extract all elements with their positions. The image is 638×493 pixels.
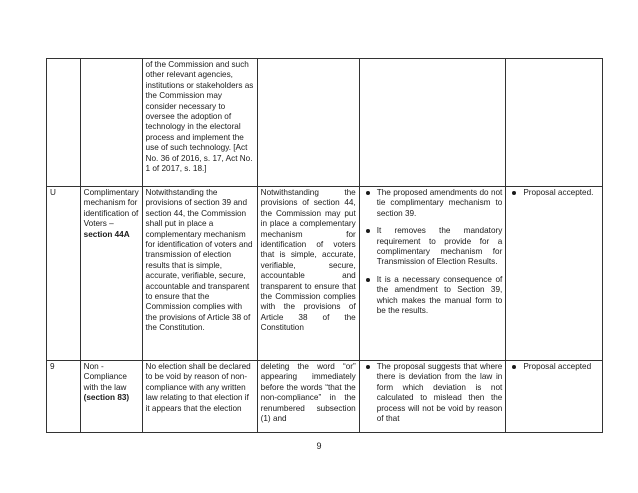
comment-item: It is a necessary consequence of the amendment to Section 39, which makes the manual form to be the results. [376, 274, 503, 316]
comments-cell [359, 361, 506, 433]
decision-cell [506, 361, 603, 433]
comments-cell [359, 187, 506, 361]
provision-title: Non - Compliance with the law [83, 362, 127, 392]
proposed-text-cell: deleting the word “or” appearing immediately before the words “that the non-compliance” in the renumbered subsection (1) and [257, 361, 359, 433]
current-text-cell: No election shall be declared to be void by reason of non-compliance with any written law relating to that election if it appears that the election [142, 361, 257, 433]
decision-item: Proposal accepted [523, 362, 599, 372]
table-row [47, 59, 603, 187]
proposed-text-cell: Notwithstanding the provisions of section 44, the Commission may put in place a complementary mechanism for identification of voters that is simple, accurate, verifiable, secure, accountable and transparent to ensure that the Commission complies with the provisions of Article 38 of the Constitution [257, 187, 359, 361]
page-number: 9 [316, 441, 322, 451]
table-row [47, 187, 603, 361]
decision-cell [506, 59, 603, 187]
provision-title: Complimentary mechanism for identification of Voters – [83, 188, 139, 229]
provision-cell [80, 59, 142, 187]
current-text-cell: of the Commission and such other relevant agencies, institutions or stakeholders as the Commission may consider necessary to oversee the adoption of technology in the electoral process and implement the use of such technology. [Act No. 36 of 2016, s. 17, Act No. 1 of 2017, s. 18.] [142, 59, 257, 187]
proposed-text-cell [257, 59, 359, 187]
provision-ref: section 44A [83, 229, 130, 239]
comments-cell [359, 59, 506, 187]
comment-item: It removes the mandatory requirement to provide for a complimentary mechanism for Transmission of Election Results. [376, 226, 503, 267]
current-text-cell: Notwithstanding the provisions of section 39 and section 44, the Commission shall put in place a complementary mechanism for identification of voters and transmission of election results that is simple, accurate, verifiable, secure, accountable and transparent to ensure that the Commission complies with the provisions of Article 38 of the Constitution. [142, 187, 257, 361]
table-row [47, 361, 603, 433]
provision-cell [80, 361, 142, 433]
comment-item: The proposal suggests that where there is deviation from the law in form which deviation is not calculated to mislead then the process will not be void by reason of that [376, 362, 503, 424]
row-id: 9 [47, 361, 81, 433]
row-id [47, 59, 81, 187]
decision-cell [506, 187, 603, 361]
decision-item: Proposal accepted. [523, 188, 599, 198]
row-id: U [47, 187, 81, 361]
amendments-table [46, 58, 603, 433]
provision-cell [80, 187, 142, 361]
comment-item: The proposed amendments do not tie complimentary mechanism to section 39. [376, 188, 503, 218]
provision-ref: (section 83) [83, 393, 130, 403]
